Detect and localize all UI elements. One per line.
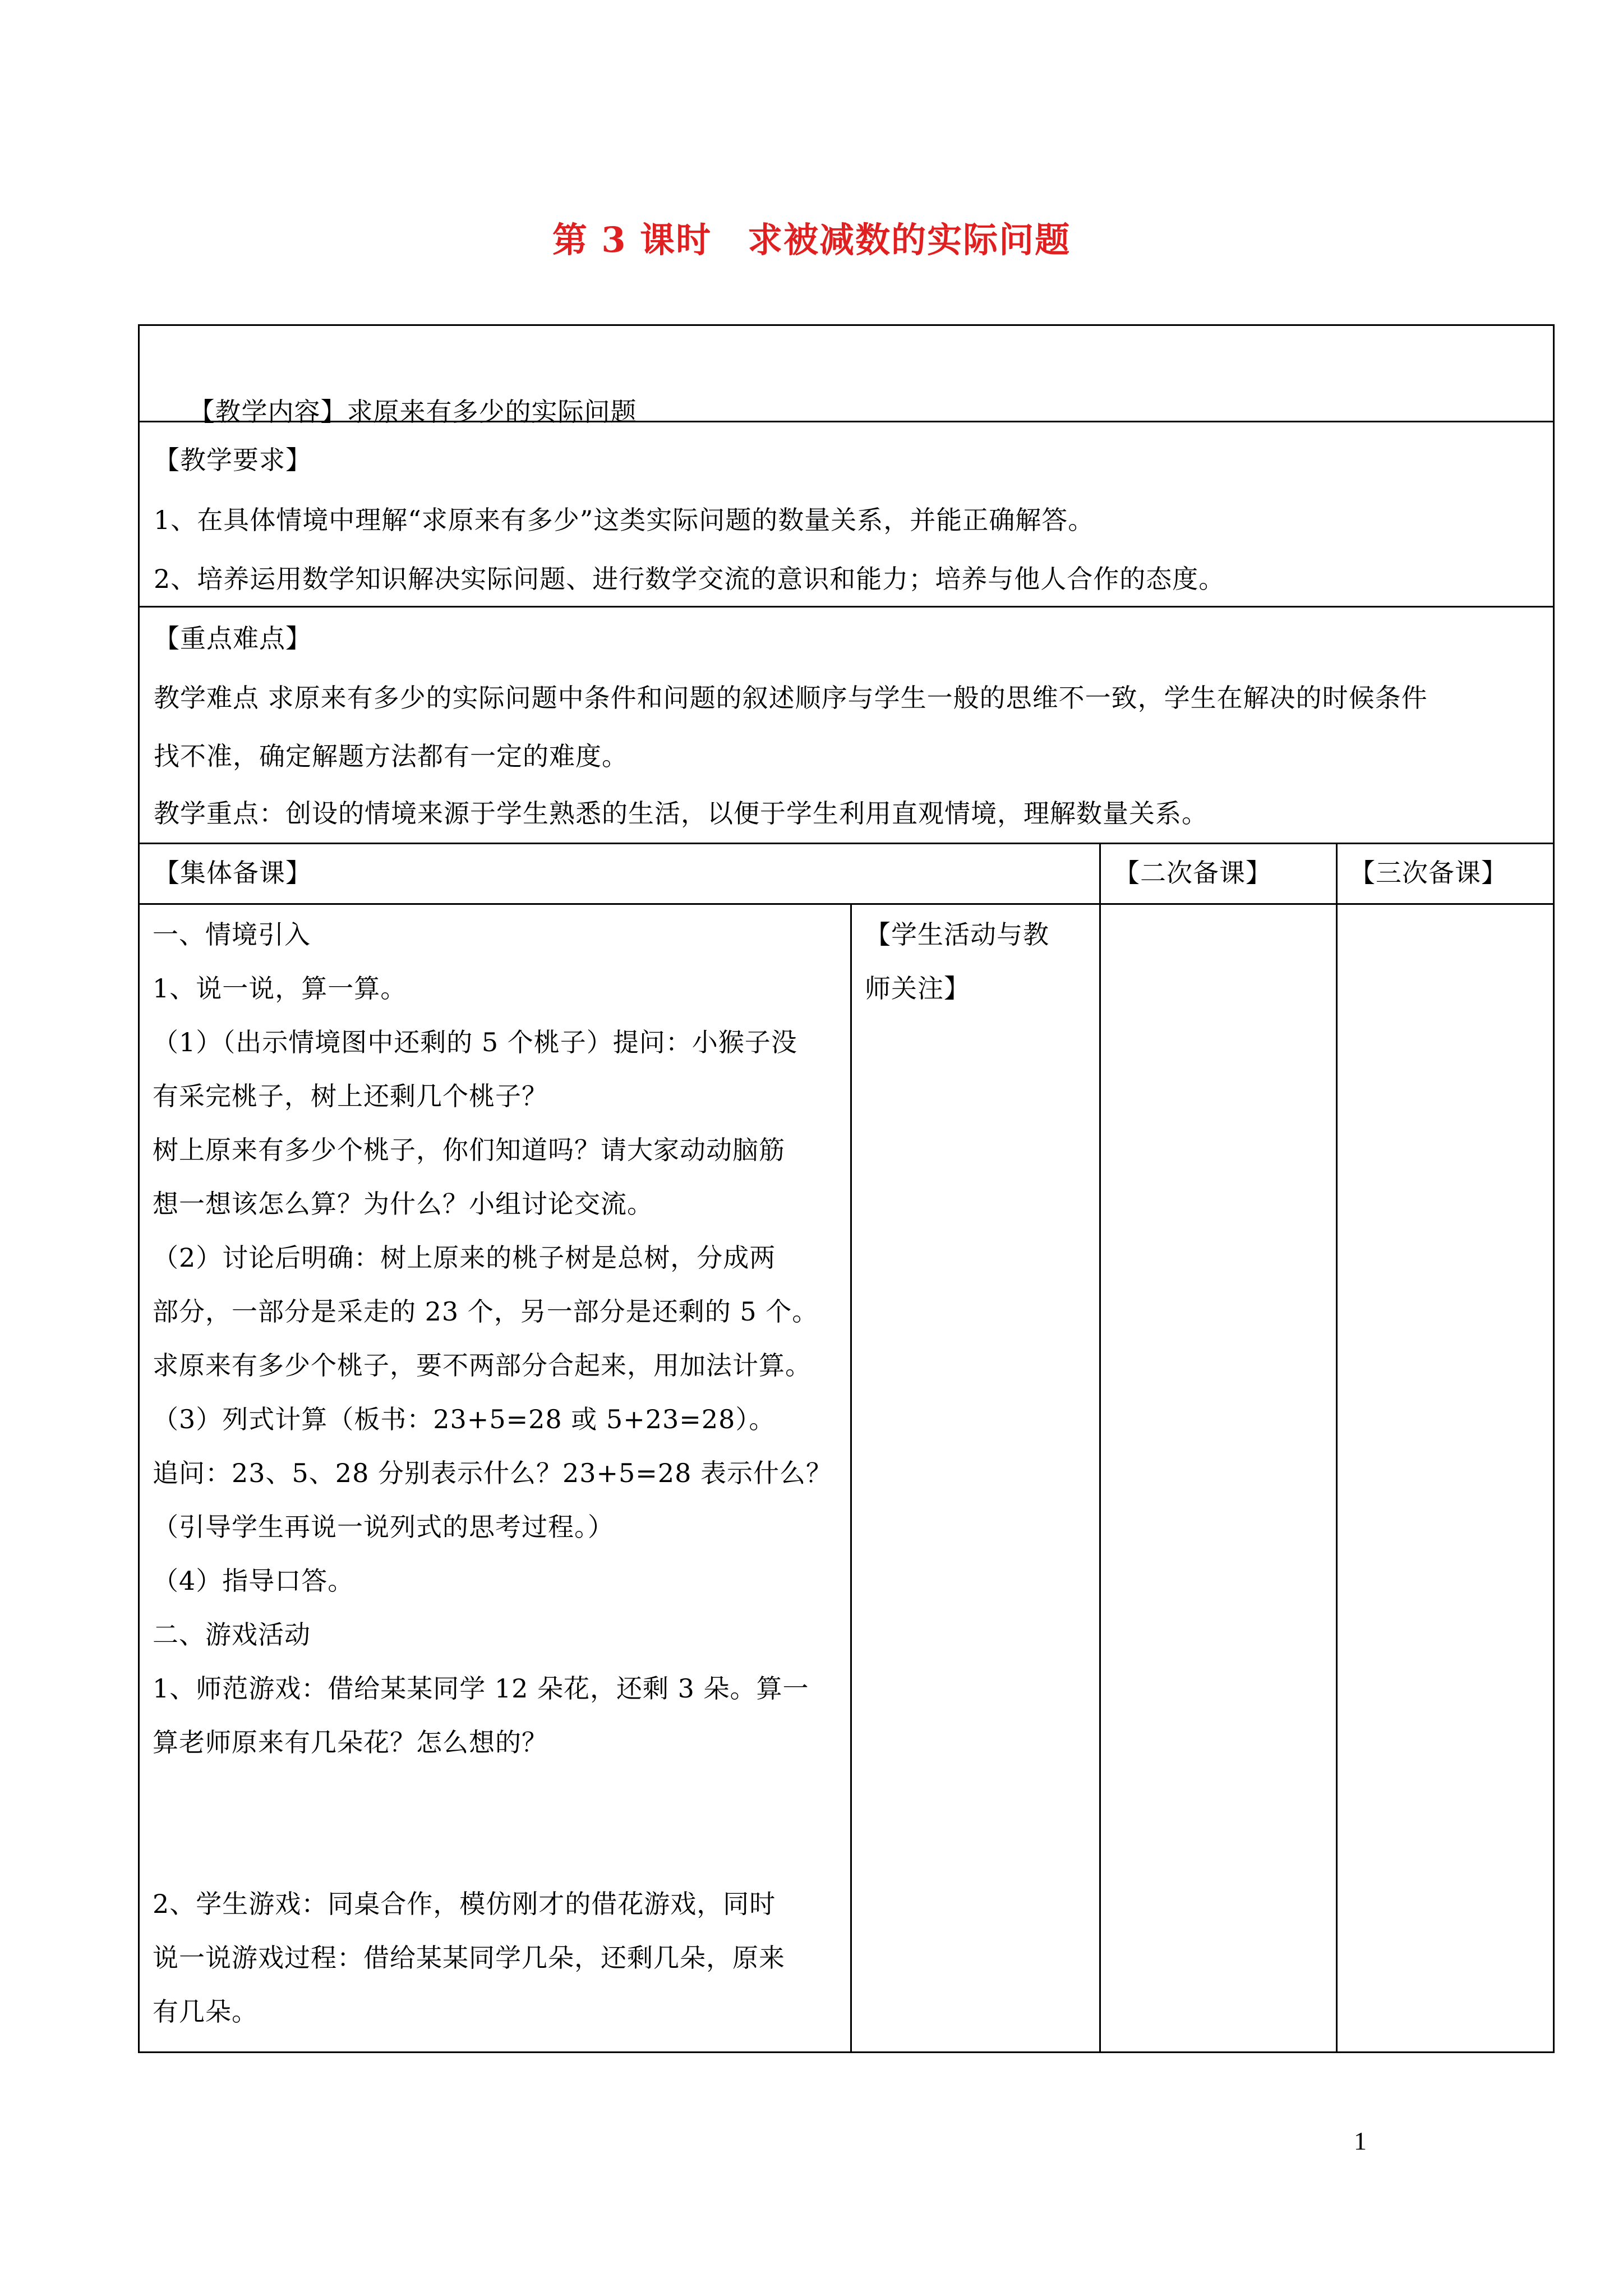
lesson-line: 2、学生游戏：同桌合作，模仿刚才的借花游戏，同时 (153, 1889, 776, 1919)
lesson-line: （1）（出示情境图中还剩的 5 个桃子）提问：小猴子没 (153, 1027, 797, 1057)
lesson-line: 一、情境引入 (153, 919, 311, 950)
lesson-line: （引导学生再说一说列式的思考过程。） (153, 1512, 614, 1542)
lesson-line: 说一说游戏过程：借给某某同学几朵，还剩几朵，原来 (153, 1943, 785, 1973)
lesson-line: 树上原来有多少个桃子，你们知道吗？请大家动动脑筋 (153, 1135, 785, 1165)
lesson-line: 算老师原来有几朵花？怎么想的？ (153, 1727, 548, 1757)
activity-note-line: 师关注】 (865, 973, 970, 1004)
keypoints-line: 找不准，确定解题方法都有一定的难度。 (154, 741, 628, 771)
lesson-line: （2）讨论后明确：树上原来的桃子树是总树，分成两 (153, 1243, 776, 1273)
row-divider (138, 843, 1555, 844)
lesson-line: 1、师范游戏：借给某某同学 12 朵花，还剩 3 朵。算一 (153, 1673, 809, 1704)
lesson-line: （4）指导口答。 (153, 1566, 354, 1596)
keypoints-line: 教学重点：创设的情境来源于学生熟悉的生活，以便于学生利用直观情境，理解数量关系。 (154, 798, 1208, 829)
column-divider (850, 903, 852, 2053)
requirement-item: 2、培养运用数学知识解决实际问题、进行数学交流的意识和能力；培养与他人合作的态度。 (154, 564, 1225, 594)
column-divider (1336, 843, 1338, 2053)
lesson-line: 部分，一部分是采走的 23 个，另一部分是还剩的 5 个。 (153, 1296, 819, 1327)
keypoints-heading: 【重点难点】 (154, 623, 312, 654)
lesson-line: 有几朵。 (153, 1996, 258, 2027)
table-border-right (1553, 324, 1555, 2053)
lesson-line: 求原来有多少个桃子，要不两部分合起来，用加法计算。 (153, 1350, 811, 1381)
lesson-line: 想一想该怎么算？为什么？小组讨论交流。 (153, 1189, 653, 1219)
lesson-line: 二、游戏活动 (153, 1619, 311, 1650)
table-border-left (138, 324, 140, 2053)
page-title: 第 3 课时 求被减数的实际问题 (552, 219, 1071, 260)
lesson-line: 追问：23、5、28 分别表示什么？23+5=28 表示什么？ (153, 1458, 832, 1488)
requirement-item: 1、在具体情境中理解“求原来有多少”这类实际问题的数量关系，并能正确解答。 (154, 505, 1095, 535)
content-label: 【教学内容】 (188, 397, 347, 427)
activity-note-line: 【学生活动与教 (865, 919, 1049, 950)
keypoints-line: 教学难点 求原来有多少的实际问题中条件和问题的叙述顺序与学生一般的思维不一致，学生在解决的时候条件 (154, 683, 1428, 713)
lesson-line: （3）列式计算（板书：23+5=28 或 5+23=28）。 (153, 1404, 776, 1434)
lesson-plan-table (138, 324, 1555, 2053)
third-prep-header: 【三次备课】 (1349, 858, 1507, 888)
lesson-line: 1、说一说，算一算。 (153, 973, 407, 1004)
collective-prep-header: 【集体备课】 (154, 858, 312, 888)
row-divider (138, 903, 1555, 905)
lesson-line: 有采完桃子，树上还剩几个桃子？ (153, 1081, 548, 1111)
column-divider (1099, 843, 1101, 2053)
content-text: 求原来有多少的实际问题 (347, 397, 637, 427)
requirements-heading: 【教学要求】 (154, 445, 312, 475)
table-border-bottom (138, 2051, 1555, 2053)
second-prep-header: 【二次备课】 (1114, 858, 1272, 888)
page-number: 1 (1354, 2127, 1367, 2155)
